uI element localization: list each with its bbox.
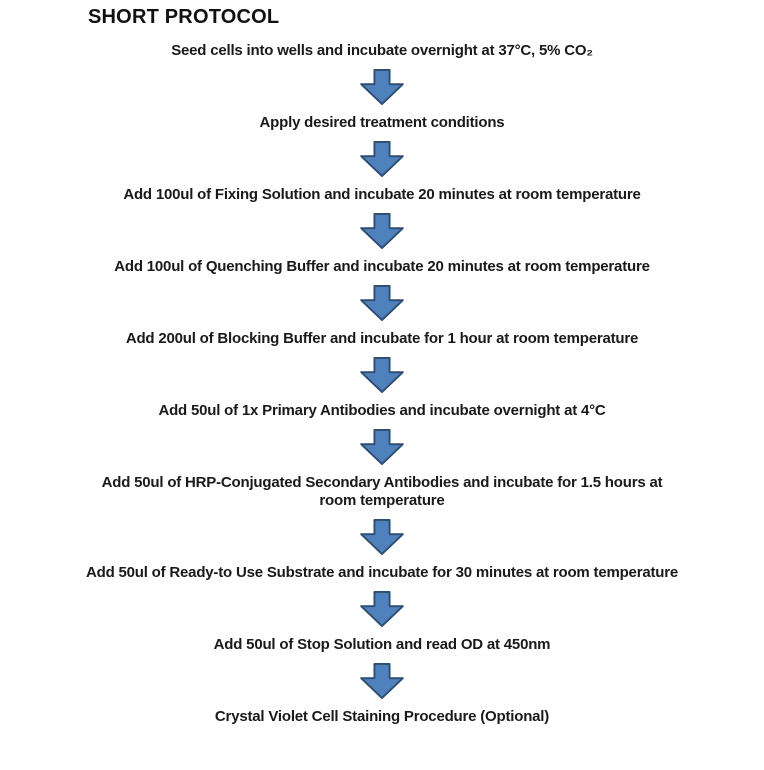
down-arrow-icon (359, 663, 405, 699)
down-arrow-icon (359, 429, 405, 465)
down-arrow-icon (359, 591, 405, 627)
flow-step: Add 50ul of HRP-Conjugated Secondary Antibodies and incubate for 1.5 hours at room temperature (101, 474, 663, 509)
flow-step: Add 200ul of Blocking Buffer and incubate for 1 hour at room temperature (125, 330, 639, 347)
down-arrow-icon (359, 357, 405, 393)
down-arrow-icon (359, 213, 405, 249)
flow-step: Seed cells into wells and incubate overnight at 37°C, 5% CO₂ (171, 42, 593, 59)
protocol-flowchart (0, 42, 764, 726)
down-arrow-icon (359, 285, 405, 321)
flow-step: Add 50ul of Stop Solution and read OD at 450nm (213, 636, 551, 653)
flow-step: Add 50ul of 1x Primary Antibodies and incubate overnight at 4°C (158, 402, 606, 419)
flow-step: Add 100ul of Quenching Buffer and incubate 20 minutes at room temperature (114, 258, 650, 275)
down-arrow-icon (359, 141, 405, 177)
flow-step: Add 50ul of Ready-to Use Substrate and incubate for 30 minutes at room temperature (85, 564, 679, 581)
flow-step: Apply desired treatment conditions (259, 114, 505, 131)
page-title: SHORT PROTOCOL (88, 6, 280, 28)
flow-step: Crystal Violet Cell Staining Procedure (Optional) (214, 708, 550, 725)
down-arrow-icon (359, 519, 405, 555)
flow-step: Add 100ul of Fixing Solution and incubate 20 minutes at room temperature (123, 186, 641, 203)
down-arrow-icon (359, 69, 405, 105)
